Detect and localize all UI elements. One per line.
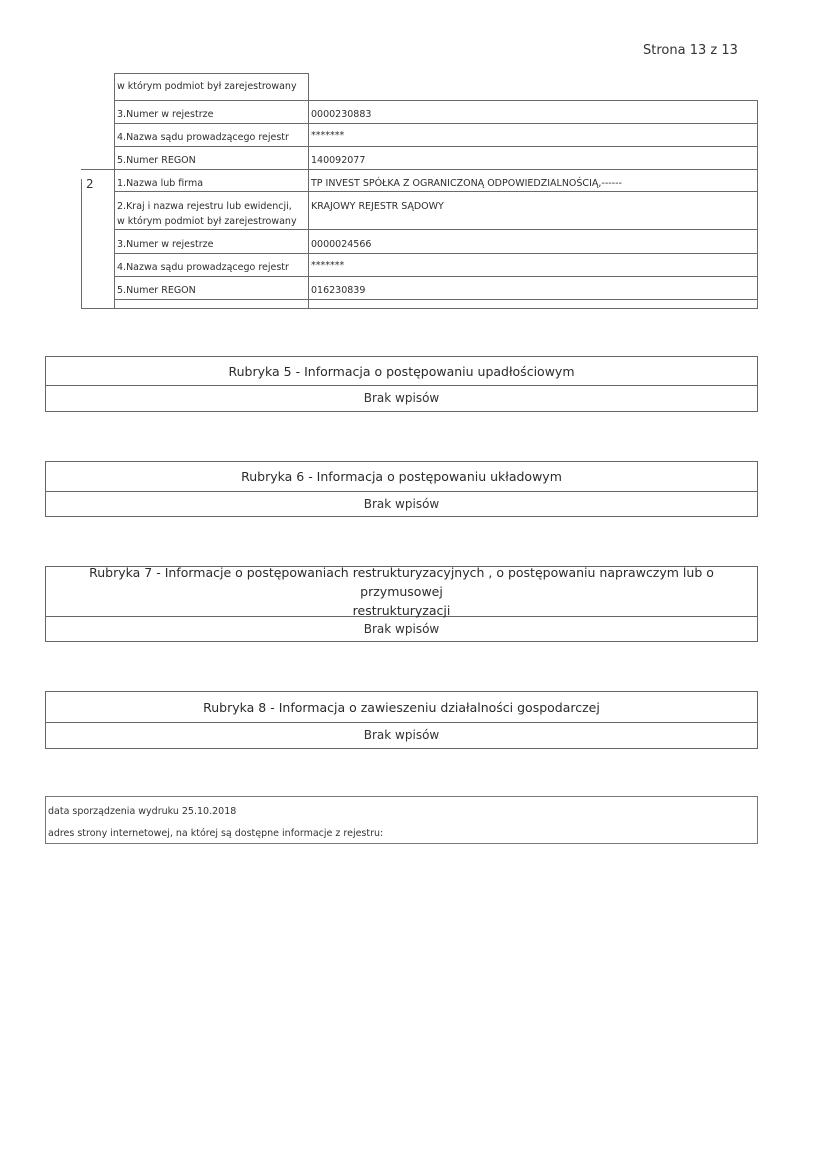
entry2-seq-number: 2 [86, 177, 94, 191]
rubryka-7-title [46, 567, 757, 617]
entry1-sad-value: ******* [311, 130, 345, 141]
rubryka-7-content: Brak wpisów [363, 621, 440, 636]
rubryka-7-section [45, 566, 758, 642]
footer-box [45, 796, 758, 844]
rubryka-5-content: Brak wpisów [363, 391, 440, 405]
print-date: data sporządzenia wydruku 25.10.2018 [48, 806, 237, 817]
website-label: adres strony internetowej, na której są dostępne informacje z rejestru: [48, 828, 384, 839]
rubryka-6-section [45, 461, 758, 517]
rubryka-8-section [45, 691, 758, 749]
entry2-numer-value: 0000024566 [311, 239, 372, 250]
rubryka-5-title: Rubryka 5 - Informacja o postępowaniu upadłościowym [46, 357, 757, 386]
entry1-numer-value: 0000230883 [311, 109, 372, 120]
entry2-sad-label: 4.Nazwa sądu prowadzącego rejestr [117, 262, 289, 273]
rubryka-8-title: Rubryka 8 - Informacja o zawieszeniu działalności gospodarczej [46, 692, 757, 723]
registry-table [81, 73, 757, 309]
entry1-regon-value: 140092077 [311, 155, 366, 166]
page-number: Strona 13 z 13 [643, 43, 738, 58]
rubryka-6-content: Brak wpisów [363, 496, 440, 511]
entry2-sad-value: ******* [311, 260, 345, 271]
entry1-sad-label: 4.Nazwa sądu prowadzącego rejestr [117, 132, 289, 143]
rubryka-7-title-line1: Rubryka 7 - Informacje o postępowaniach restrukturyzacyjnych , o postępowaniu naprawczym lub o przymusowej [89, 565, 714, 599]
entry2-numer-label: 3.Numer w rejestrze [117, 239, 214, 250]
entry2-regon-value: 016230839 [311, 285, 366, 296]
entry2-regon-label: 5.Numer REGON [117, 285, 196, 296]
footer-border [45, 797, 46, 843]
rubryka-7-title-line2: restrukturyzacji [352, 603, 451, 618]
entry2-firma-label: 1.Nazwa lub firma [117, 178, 204, 189]
continued-label: w którym podmiot był zarejestrowany [117, 81, 297, 92]
rubryka-8-content: Brak wpisów [363, 728, 440, 742]
rubryka-5-section [45, 356, 758, 412]
entry1-numer-label: 3.Numer w rejestrze [117, 109, 214, 120]
rubryka-6-title: Rubryka 6 - Informacja o postępowaniu układowym [46, 462, 757, 492]
entry2-rejestr-value: KRAJOWY REJESTR SĄDOWY [311, 201, 444, 212]
entry2-rejestr-label-line1: 2.Kraj i nazwa rejestru lub ewidencji, [117, 201, 292, 212]
entry2-firma-value: TP INVEST SPÓŁKA Z OGRANICZONĄ ODPOWIEDZIALNOŚCIĄ,------ [311, 178, 622, 189]
entry1-regon-label: 5.Numer REGON [117, 155, 196, 166]
entry2-rejestr-label-line2: w którym podmiot był zarejestrowany [117, 216, 297, 227]
